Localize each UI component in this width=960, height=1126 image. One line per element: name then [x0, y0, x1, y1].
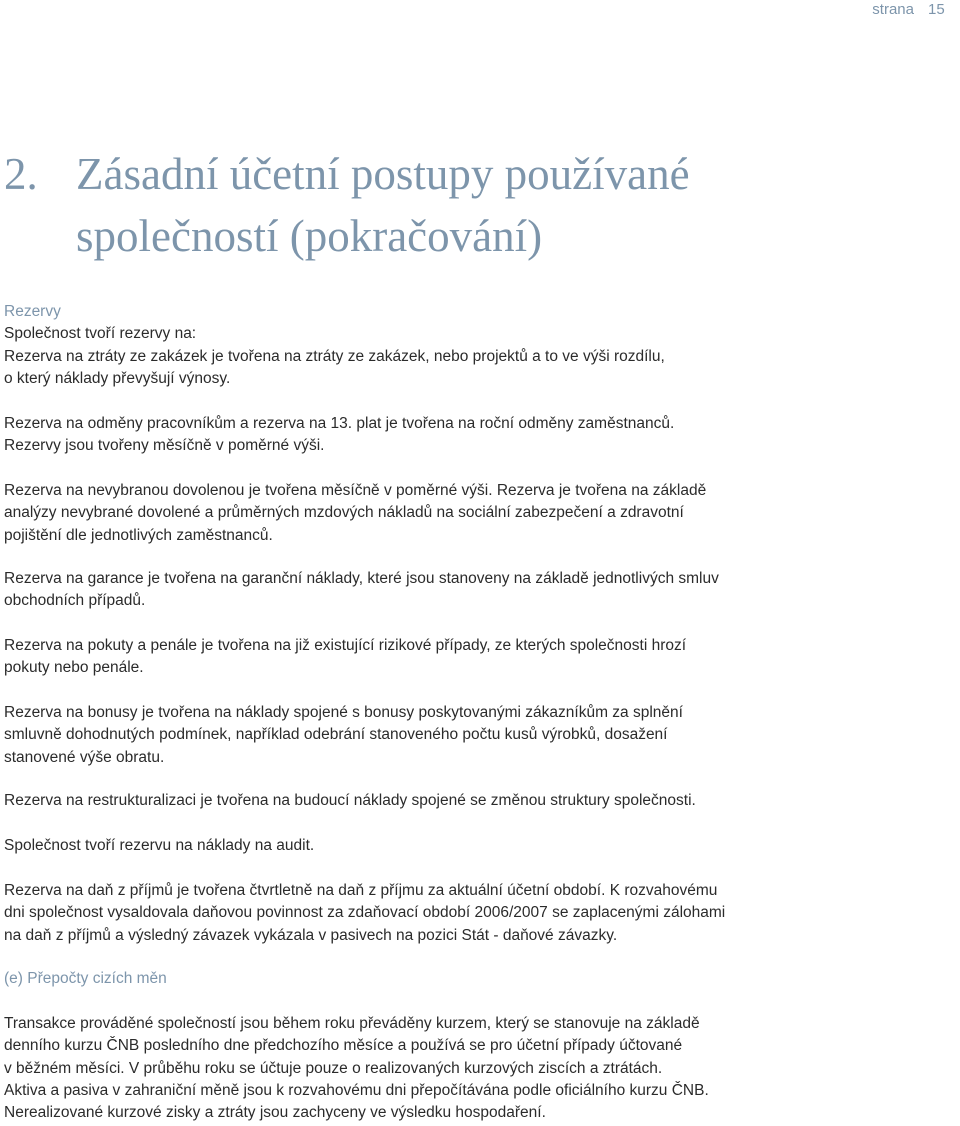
paragraph-line: Rezerva na nevybranou dovolenou je tvořena měsíčně v poměrné výši. Rezerva je tvořena na základě — [4, 482, 707, 499]
paragraph-line: Rezervy jsou tvořeny měsíčně v poměrné výši. — [4, 437, 325, 455]
paragraph-line: pojištění dle jednotlivých zaměstnanců. — [4, 526, 273, 544]
dovolena-paragraph — [4, 480, 934, 547]
chapter-number: 2. — [4, 149, 38, 199]
paragraph-line: obchodních případů. — [4, 592, 146, 610]
paragraph-line: Aktiva a pasiva v zahraniční měně jsou k rozvahovému dni přepočítávána podle oficiálního kurzu ČNB. — [4, 1081, 709, 1099]
garance-paragraph — [4, 568, 934, 613]
paragraph-line: stanovené výše obratu. — [4, 748, 165, 766]
paragraph-line: Transakce prováděné společností jsou během roku převáděny kurzem, který se stanovuje na základě — [4, 1015, 700, 1032]
page-number-value: 15 — [928, 1, 945, 18]
paragraph-line: Rezerva na bonusy je tvořena na náklady spojené s bonusy poskytovanými zákazníkům za splnění — [4, 704, 683, 721]
prepocty-paragraph — [4, 1013, 934, 1124]
paragraph-line: Společnost tvoří rezervu na náklady na audit. — [4, 837, 315, 854]
rezervy-section — [4, 301, 934, 390]
title-line-2: společností (pokračování) — [76, 211, 543, 261]
paragraph-line: Rezerva na garance je tvořena na garanční náklady, které jsou stanoveny na základě jednotlivých smluv — [4, 570, 719, 587]
paragraph-line: Rezerva na daň z příjmů je tvořena čtvrtletně na daň z příjmu za aktuální účetní období. K rozvahovému — [4, 882, 718, 899]
page-title — [4, 143, 690, 267]
paragraph-line: Rezerva na pokuty a penále je tvořena na již existující rizikové případy, ze kterých společnosti hrozí — [4, 637, 687, 654]
paragraph-line: pokuty nebo penále. — [4, 659, 144, 677]
dan-paragraph — [4, 880, 934, 947]
bonusy-paragraph — [4, 702, 934, 769]
audit-paragraph — [4, 835, 934, 857]
paragraph-line: denního kurzu ČNB posledního dne předchozího měsíce a používá se pro účetní případy účtované — [4, 1037, 683, 1055]
page-label: strana — [872, 1, 914, 18]
paragraph-line: dni společnost vysaldovala daňovou povinnost za zdaňovací období 2006/2007 se zaplacenými zálohami — [4, 904, 726, 922]
title-line-1: Zásadní účetní postupy používané — [76, 149, 690, 199]
prepocty-heading-block — [4, 968, 934, 990]
paragraph-line: Nerealizované kurzové zisky a ztráty jsou zachyceny ve výsledku hospodaření. — [4, 1104, 546, 1122]
restrukturalizace-paragraph — [4, 790, 934, 812]
rezervy-line: Společnost tvoří rezervy na: — [4, 325, 197, 343]
page-number — [840, 1, 960, 18]
paragraph-line: v běžném měsíci. V průběhu roku se účtuje pouze o realizovaných kurzových ziscích a ztrátách. — [4, 1059, 663, 1077]
rezervy-heading: Rezervy — [4, 303, 61, 320]
odmeny-paragraph — [4, 413, 934, 458]
paragraph-line: na daň z příjmů a výsledný závazek vykázala v pasivech na pozici Stát - daňové závazky. — [4, 926, 618, 944]
pokuty-paragraph — [4, 635, 934, 680]
paragraph-line: smluvně dohodnutých podmínek, například odebrání stanoveného počtu kusů výrobků, dosažení — [4, 726, 668, 744]
rezervy-line: o který náklady převyšují výnosy. — [4, 369, 231, 387]
paragraph-line: Rezerva na odměny pracovníkům a rezerva na 13. plat je tvořena na roční odměny zaměstnanců. — [4, 415, 675, 432]
prepocty-heading: (e) Přepočty cizích měn — [4, 970, 167, 987]
paragraph-line: analýzy nevybrané dovolené a průměrných mzdových nákladů na sociální zabezpečení a zdravotní — [4, 504, 684, 522]
paragraph-line: Rezerva na restrukturalizaci je tvořena na budoucí náklady spojené se změnou struktury společnosti. — [4, 792, 696, 809]
rezervy-line: Rezerva na ztráty ze zakázek je tvořena na ztráty ze zakázek, nebo projektů a to ve výši rozdílu, — [4, 347, 665, 365]
